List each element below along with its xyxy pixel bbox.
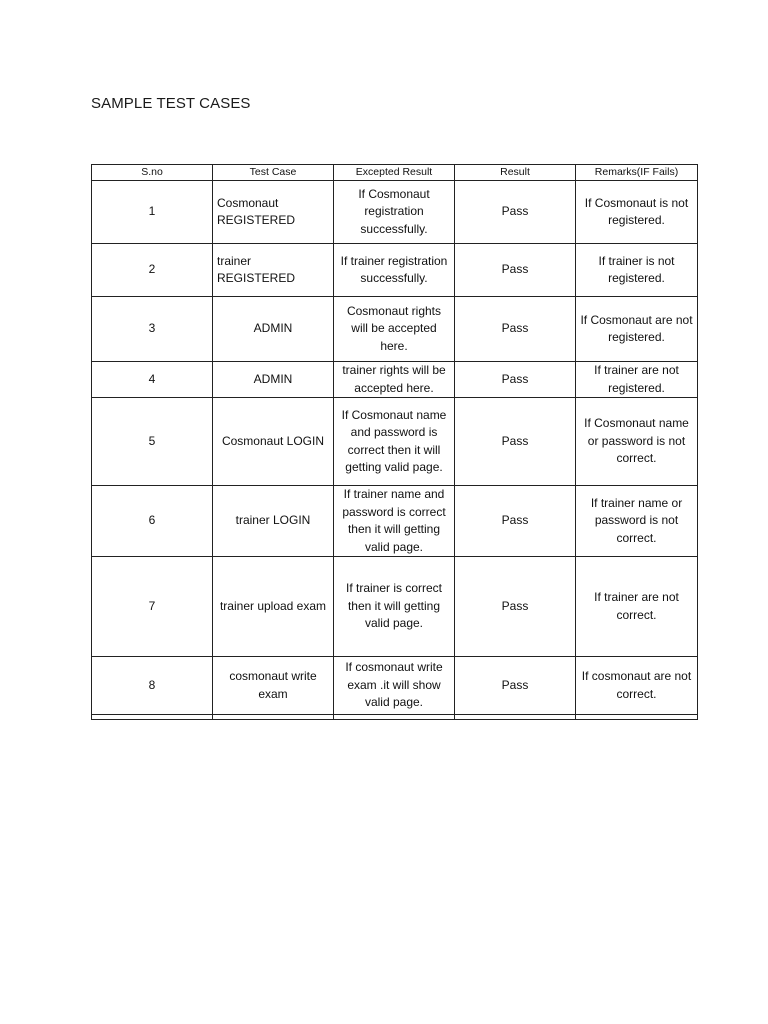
cell-expected: If trainer registration successfully. [334,244,455,297]
cell-sno: 8 [92,657,213,715]
spacer-cell [334,715,455,720]
cell-sno: 1 [92,181,213,244]
cell-expected: If trainer name and password is correct then it will getting valid page. [334,486,455,557]
cell-result: Pass [455,557,576,657]
cell-result: Pass [455,244,576,297]
cell-test-case: ADMIN [213,297,334,362]
cell-sno: 4 [92,362,213,398]
table-header-row [92,165,698,181]
cell-remarks: If trainer is not registered. [576,244,698,297]
table-row [92,244,698,297]
cell-expected: If Cosmonaut registration successfully. [334,181,455,244]
cell-remarks: If trainer name or password is not correct. [576,486,698,557]
page-title: SAMPLE TEST CASES [91,95,251,112]
cell-expected: If cosmonaut write exam .it will show valid page. [334,657,455,715]
cell-result: Pass [455,398,576,486]
table-row [92,486,698,557]
cell-remarks: If Cosmonaut is not registered. [576,181,698,244]
cell-sno: 2 [92,244,213,297]
header-expected-result: Excepted Result [334,165,455,181]
cell-expected: trainer rights will be accepted here. [334,362,455,398]
cell-sno: 7 [92,557,213,657]
cell-expected: If Cosmonaut name and password is correct then it will getting valid page. [334,398,455,486]
table-row [92,362,698,398]
header-test-case: Test Case [213,165,334,181]
cell-remarks: If cosmonaut are not correct. [576,657,698,715]
table-row [92,398,698,486]
cell-result: Pass [455,181,576,244]
cell-test-case: trainer LOGIN [213,486,334,557]
cell-remarks: If trainer are not correct. [576,557,698,657]
cell-remarks: If trainer are not registered. [576,362,698,398]
spacer-cell [455,715,576,720]
spacer-cell [92,715,213,720]
table-row [92,181,698,244]
cell-test-case: Cosmonaut LOGIN [213,398,334,486]
cell-result: Pass [455,657,576,715]
cell-result: Pass [455,486,576,557]
header-result: Result [455,165,576,181]
cell-sno: 5 [92,398,213,486]
table-row [92,557,698,657]
header-remarks: Remarks(IF Fails) [576,165,698,181]
cell-expected: If trainer is correct then it will getting valid page. [334,557,455,657]
cell-sno: 6 [92,486,213,557]
spacer-cell [576,715,698,720]
cell-remarks: If Cosmonaut are not registered. [576,297,698,362]
cell-test-case: ADMIN [213,362,334,398]
cell-expected: Cosmonaut rights will be accepted here. [334,297,455,362]
cell-test-case: trainer upload exam [213,557,334,657]
cell-test-case: trainer REGISTERED [213,244,334,297]
spacer-cell [213,715,334,720]
header-sno: S.no [92,165,213,181]
table-row [92,297,698,362]
cell-test-case: Cosmonaut REGISTERED [213,181,334,244]
table-spacer-row [92,715,698,720]
cell-result: Pass [455,362,576,398]
cell-test-case: cosmonaut write exam [213,657,334,715]
cell-sno: 3 [92,297,213,362]
cell-remarks: If Cosmonaut name or password is not correct. [576,398,698,486]
cell-result: Pass [455,297,576,362]
test-cases-table [91,164,698,720]
table-row [92,657,698,715]
